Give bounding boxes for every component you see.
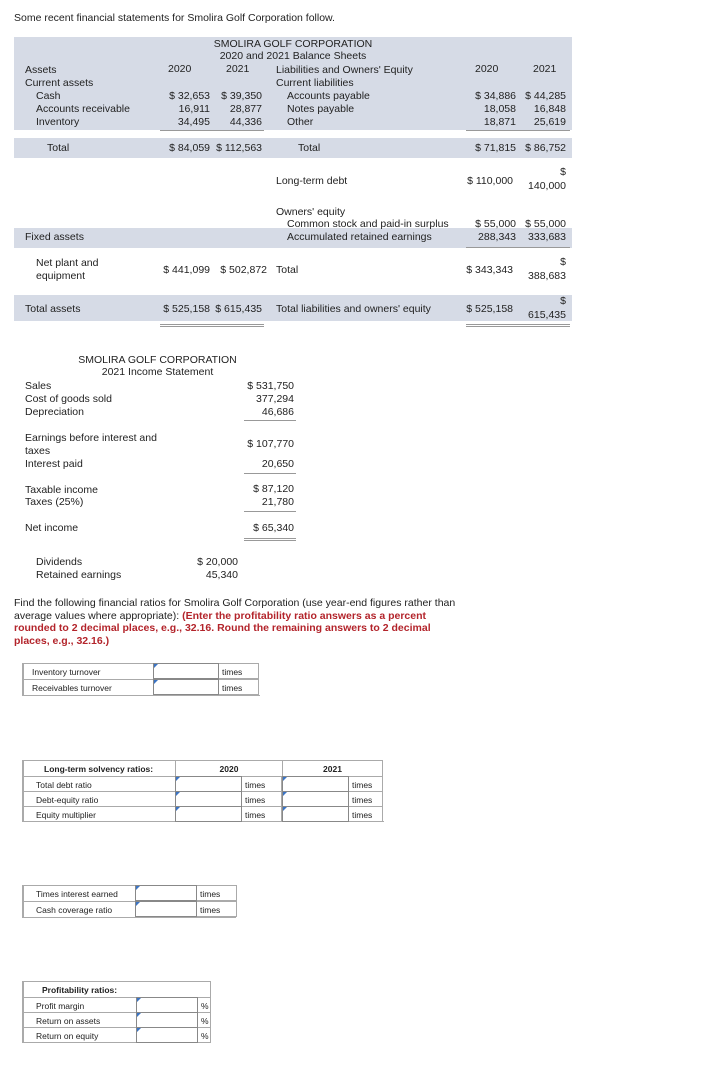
addition-re-value: 45,340 — [205, 569, 238, 581]
cogs-value: 377,294 — [256, 393, 294, 405]
return-on-assets-input[interactable] — [136, 1012, 198, 1028]
dividends-label: Dividends — [36, 556, 83, 568]
interest-label: Interest paid — [25, 458, 83, 470]
other-2021: 25,619 — [533, 116, 566, 128]
profit-margin-unit: % — [198, 997, 211, 1013]
inventory-turnover-label: Inventory turnover — [23, 663, 153, 679]
np-2020: 18,058 — [483, 103, 516, 115]
assets-year-2021: 2021 — [226, 63, 250, 75]
interest-value: 20,650 — [261, 458, 294, 470]
cl-subtotal-line — [466, 130, 570, 131]
total-le-double-line — [466, 324, 570, 327]
profitability-header-row — [23, 981, 211, 997]
solvency-header: Long-term solvency ratios: — [23, 760, 175, 776]
common-stock-2021: $ 55,000 — [525, 218, 566, 230]
ebit-value: $ 107,770 — [247, 438, 294, 450]
intro-text: Some recent financial statements for Smolira Golf Corporation follow. — [14, 12, 335, 24]
debt-equity-ratio-2020-input[interactable] — [175, 791, 242, 807]
taxable-subtotal-line — [244, 473, 296, 474]
total-assets-2020: $ 525,158 — [163, 303, 210, 315]
net-income-double-line — [244, 538, 296, 541]
ar-2020: 16,911 — [178, 103, 210, 115]
profitability-header: Profitability ratios: — [23, 981, 211, 997]
return-on-equity-input[interactable] — [136, 1027, 198, 1043]
total-equity-2020: $ 343,343 — [466, 264, 513, 276]
total-ca-2020: $ 84,059 — [169, 142, 210, 154]
fixed-assets-label: Fixed assets — [25, 231, 84, 243]
retained-earnings-2021: 333,683 — [528, 231, 566, 243]
inventory-turnover-row — [23, 663, 259, 679]
net-income-label: Net income — [25, 522, 79, 534]
ap-2020: $ 34,886 — [475, 90, 516, 102]
total-debt-ratio-2021-unit: times — [349, 776, 383, 792]
bs-title: 2020 and 2021 Balance Sheets — [219, 50, 367, 62]
dividends-value: $ 20,000 — [197, 556, 238, 568]
solvency-header-row — [23, 760, 383, 776]
return-on-equity-unit: % — [198, 1027, 211, 1043]
ap-label: Accounts payable — [287, 90, 370, 102]
liabilities-header: Liabilities and Owners' Equity — [276, 64, 413, 76]
times-interest-earned-input[interactable] — [135, 885, 197, 901]
total-assets-label: Total assets — [25, 303, 81, 315]
total-equity-label: Total — [276, 264, 299, 276]
cash-coverage-input[interactable] — [135, 901, 197, 917]
solvency-2021-header: 2021 — [282, 760, 383, 776]
inventory-label: Inventory — [36, 116, 80, 128]
liab-year-2021: 2021 — [533, 63, 557, 75]
ar-label: Accounts receivable — [36, 103, 130, 115]
taxable-label: Taxable income — [25, 484, 98, 496]
depreciation-label: Depreciation — [25, 406, 84, 418]
equity-multiplier-2020-unit: times — [242, 806, 282, 822]
inventory-turnover-input[interactable] — [153, 663, 219, 679]
total-le-2021: 615,435 — [528, 309, 566, 321]
cash-coverage-unit: times — [197, 901, 237, 917]
total-equity-2021-sign: $ — [560, 256, 566, 268]
inventory-2020: 34,495 — [177, 116, 210, 128]
cash-2021: $ 39,350 — [221, 90, 262, 102]
addition-re-label: Retained earnings — [36, 569, 122, 581]
equity-multiplier-2021-input[interactable] — [282, 806, 349, 822]
receivables-turnover-label: Receivables turnover — [23, 679, 153, 695]
ebit-label-2: taxes — [25, 445, 51, 457]
cogs-label: Cost of goods sold — [25, 393, 112, 405]
cash-coverage-row — [23, 901, 237, 917]
net-plant-label-2: equipment — [36, 270, 86, 282]
total-le-2020: $ 525,158 — [466, 303, 513, 315]
equity-subtotal-line — [466, 247, 570, 248]
return-on-assets-unit: % — [198, 1012, 211, 1028]
retained-earnings-2020: 288,343 — [478, 231, 516, 243]
assets-header: Assets — [25, 64, 57, 76]
return-on-assets-label: Return on assets — [23, 1012, 136, 1028]
net-income-subtotal-line — [244, 511, 296, 512]
coverage-ratios-table — [22, 885, 236, 918]
ar-2021: 28,877 — [229, 103, 262, 115]
np-label: Notes payable — [287, 103, 355, 115]
return-on-equity-label: Return on equity — [23, 1027, 136, 1043]
profit-margin-label: Profit margin — [23, 997, 136, 1013]
turnover-ratios-table — [22, 663, 260, 696]
net-income-value: $ 65,340 — [253, 522, 294, 534]
instructions-plain: Find the following financial ratios for Smolira Golf Corporation (use year-end figures rather than average values where appropriate): — [14, 597, 456, 622]
inventory-2021: 44,336 — [229, 116, 262, 128]
sales-value: $ 531,750 — [247, 380, 294, 392]
debt-equity-ratio-2021-unit: times — [349, 791, 383, 807]
total-cl-2020: $ 71,815 — [475, 142, 516, 154]
total-debt-ratio-2020-unit: times — [242, 776, 282, 792]
instructions-red: (Enter the profitability ratio answers as a percent rounded to 2 decimal places, e.g., 32.16. Round the remaining answers to 2 decimal places, e.g., 32.16.) — [14, 609, 431, 647]
equity-multiplier-2020-input[interactable] — [175, 806, 242, 822]
cash-2020: $ 32,653 — [169, 90, 210, 102]
total-cl-label: Total — [298, 142, 321, 154]
other-label: Other — [287, 116, 314, 128]
ltd-label: Long-term debt — [276, 175, 348, 187]
is-title: 2021 Income Statement — [101, 366, 214, 378]
retained-earnings-label: Accumulated retained earnings — [287, 231, 432, 243]
total-cl-2021: $ 86,752 — [525, 142, 566, 154]
liab-year-2020: 2020 — [475, 63, 499, 75]
return-on-assets-row — [23, 1012, 211, 1028]
receivables-turnover-row — [23, 679, 259, 695]
times-interest-earned-label: Times interest earned — [23, 885, 135, 901]
ebit-subtotal-line — [244, 420, 296, 421]
depreciation-value: 46,686 — [261, 406, 294, 418]
total-le-2021-sign: $ — [560, 295, 566, 307]
profit-margin-input[interactable] — [136, 997, 198, 1013]
total-debt-ratio-2020-input[interactable] — [175, 776, 242, 792]
debt-equity-ratio-2021-input[interactable] — [282, 791, 349, 807]
receivables-turnover-input[interactable] — [153, 679, 219, 695]
taxes-label: Taxes (25%) — [25, 496, 84, 508]
debt-equity-ratio-row — [23, 791, 383, 807]
net-plant-2020: $ 441,099 — [163, 264, 210, 276]
receivables-turnover-unit: times — [219, 679, 259, 695]
assets-year-2020: 2020 — [168, 63, 192, 75]
ap-2021: $ 44,285 — [525, 90, 566, 102]
ltd-2021: 140,000 — [528, 180, 566, 192]
other-2020: 18,871 — [483, 116, 516, 128]
ltd-2021-sign: $ — [560, 166, 566, 178]
net-plant-label-1: Net plant and — [36, 257, 99, 269]
total-le-label: Total liabilities and owners' equity — [276, 303, 431, 315]
times-interest-earned-row — [23, 885, 237, 901]
np-2021: 16,848 — [533, 103, 566, 115]
instructions — [14, 597, 464, 647]
taxes-value: 21,780 — [261, 496, 294, 508]
debt-equity-ratio-2020-unit: times — [242, 791, 282, 807]
current-liabilities-label: Current liabilities — [276, 77, 354, 89]
ebit-label-1: Earnings before interest and — [25, 432, 157, 444]
total-debt-ratio-row — [23, 776, 383, 792]
total-assets-2021: $ 615,435 — [215, 303, 262, 315]
is-company: SMOLIRA GOLF CORPORATION — [78, 354, 237, 366]
taxable-value: $ 87,120 — [253, 483, 294, 495]
common-stock-label: Common stock and paid-in surplus — [287, 218, 449, 230]
ca-subtotal-line — [160, 130, 264, 131]
cash-label: Cash — [36, 90, 61, 102]
cash-coverage-label: Cash coverage ratio — [23, 901, 135, 917]
return-on-equity-row — [23, 1027, 211, 1043]
ltd-2020: $ 110,000 — [467, 175, 513, 187]
times-interest-earned-unit: times — [197, 885, 237, 901]
net-plant-2021: $ 502,872 — [220, 264, 267, 276]
total-ca-2021: $ 112,563 — [216, 142, 262, 154]
equity-multiplier-2021-unit: times — [349, 806, 383, 822]
solvency-ratios-table — [22, 760, 384, 822]
total-ca-label: Total — [47, 142, 70, 154]
total-assets-double-line — [160, 324, 264, 327]
debt-equity-ratio-label: Debt-equity ratio — [23, 791, 175, 807]
equity-multiplier-label: Equity multiplier — [23, 806, 175, 822]
sales-label: Sales — [25, 380, 52, 392]
equity-multiplier-row — [23, 806, 383, 822]
current-assets-label: Current assets — [25, 77, 94, 89]
profit-margin-row — [23, 997, 211, 1013]
profitability-ratios-table — [22, 981, 210, 1043]
solvency-2020-header: 2020 — [175, 760, 282, 776]
total-equity-2021: 388,683 — [528, 270, 566, 282]
inventory-turnover-unit: times — [219, 663, 259, 679]
owners-equity-label: Owners' equity — [276, 206, 346, 218]
bs-company: SMOLIRA GOLF CORPORATION — [213, 38, 373, 50]
common-stock-2020: $ 55,000 — [475, 218, 516, 230]
total-debt-ratio-label: Total debt ratio — [23, 776, 175, 792]
total-debt-ratio-2021-input[interactable] — [282, 776, 349, 792]
